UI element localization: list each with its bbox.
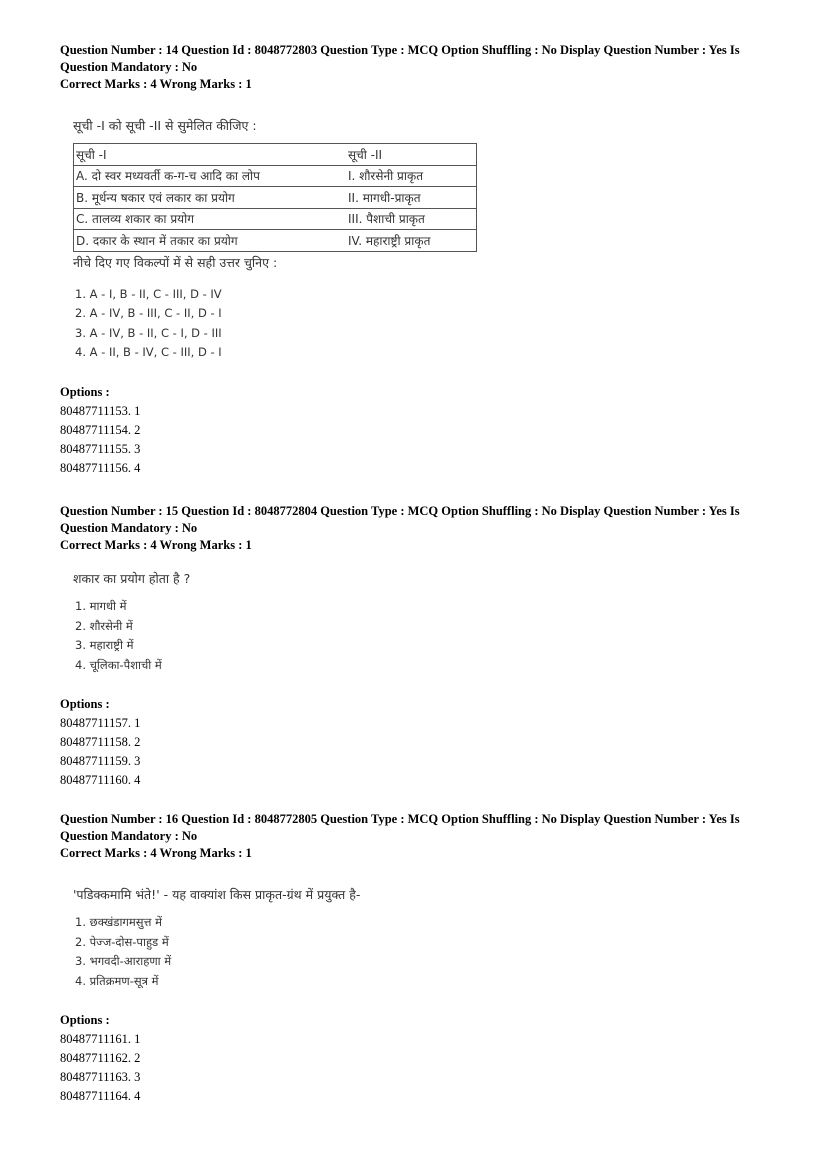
table-row <box>74 165 477 187</box>
table-row <box>74 208 477 230</box>
question-instruction: नीचे दिए गए विकल्पों में से सही उत्तर चुनिए : <box>73 254 278 270</box>
choice-item: 1. छक्खंडागमसुत्त में <box>75 915 163 929</box>
table-cell: सूची -II <box>346 144 477 166</box>
choice-item: 4. प्रतिक्रमण-सूत्र में <box>75 973 159 988</box>
choice-item: 2. पेज्ज-दोस-पाहुड में <box>75 934 169 949</box>
match-table <box>73 143 477 252</box>
table-cell: D. दकार के स्थान में तकार का प्रयोग <box>74 230 347 252</box>
option-id: 80487711157. 1 <box>60 716 141 730</box>
question-stem: शकार का प्रयोग होता है ? <box>73 571 191 586</box>
table-cell: IV. महाराष्ट्री प्राकृत <box>346 230 477 252</box>
options-list <box>60 402 760 478</box>
table-header-row <box>74 144 477 166</box>
choice-item: 2. शौरसेनी में <box>75 618 133 633</box>
option-id: 80487711163. 3 <box>60 1070 141 1084</box>
option-id: 80487711153. 1 <box>60 403 141 418</box>
question-mandatory: Question Mandatory : No <box>60 829 198 843</box>
option-id: 80487711158. 2 <box>60 735 141 749</box>
options-list <box>60 714 760 790</box>
question-meta-line: Question Number : 16 Question Id : 8048772805 Question Type : MCQ Option Shuffling : No Display Question Number : Yes Is <box>60 812 740 826</box>
option-id: 80487711155. 3 <box>60 441 141 456</box>
table-cell: I. शौरसेनी प्राकृत <box>346 165 477 187</box>
option-id: 80487711161. 1 <box>60 1032 141 1046</box>
option-id: 80487711162. 2 <box>60 1051 141 1065</box>
option-id: 80487711159. 3 <box>60 754 141 768</box>
choice-item: 2. A - IV, B - III, C - II, D - I <box>75 306 222 320</box>
table-row <box>74 230 477 252</box>
choice-item: 3. भगवदी-आराहणा में <box>75 954 172 968</box>
question-meta-line: Question Number : 15 Question Id : 8048772804 Question Type : MCQ Option Shuffling : No Display Question Number : Yes Is <box>60 504 740 518</box>
answer-choices <box>75 597 760 675</box>
table-cell: B. मूर्धन्य षकार एवं लकार का प्रयोग <box>74 187 347 209</box>
options-list <box>60 1030 760 1106</box>
question-stem: 'पडिक्कमामि भंते!' - यह वाक्यांश किस प्राकृत-ग्रंथ में प्रयुक्त है- <box>73 887 361 902</box>
question-marks: Correct Marks : 4 Wrong Marks : 1 <box>60 538 252 552</box>
choice-item: 4. A - II, B - IV, C - III, D - I <box>75 345 222 359</box>
question-block <box>60 811 760 1106</box>
options-label: Options : <box>60 1013 110 1027</box>
question-mandatory: Question Mandatory : No <box>60 521 198 535</box>
table-cell: C. तालव्य शकार का प्रयोग <box>74 208 347 230</box>
table-cell: II. मागधी-प्राकृत <box>346 187 477 209</box>
answer-choices <box>75 285 760 363</box>
choice-item: 3. महाराष्ट्री में <box>75 638 134 652</box>
choice-item: 3. A - IV, B - II, C - I, D - III <box>75 325 222 340</box>
choice-item: 1. A - I, B - II, C - III, D - IV <box>75 286 222 301</box>
table-row <box>74 187 477 209</box>
options-label: Options : <box>60 384 110 399</box>
option-id: 80487711164. 4 <box>60 1089 141 1103</box>
question-mandatory: Question Mandatory : No <box>60 60 198 74</box>
table-cell: सूची -I <box>74 144 347 166</box>
question-block <box>60 42 760 478</box>
choice-item: 1. मागधी में <box>75 599 127 613</box>
answer-choices <box>75 913 760 991</box>
choice-item: 4. चूलिका-पैशाची में <box>75 657 162 672</box>
table-cell: A. दो स्वर मध्यवर्ती क-ग-च आदि का लोप <box>74 165 347 187</box>
options-label: Options : <box>60 697 110 711</box>
question-header <box>60 811 760 862</box>
question-header <box>60 503 760 554</box>
question-block <box>60 503 760 790</box>
question-header <box>60 42 760 93</box>
question-marks: Correct Marks : 4 Wrong Marks : 1 <box>60 846 252 860</box>
option-id: 80487711156. 4 <box>60 460 141 475</box>
option-id: 80487711160. 4 <box>60 773 141 787</box>
question-stem: सूची -I को सूची -II से सुमेलित कीजिए : <box>73 118 257 133</box>
question-marks: Correct Marks : 4 Wrong Marks : 1 <box>60 77 252 91</box>
question-meta-line: Question Number : 14 Question Id : 8048772803 Question Type : MCQ Option Shuffling : No Display Question Number : Yes Is <box>60 43 740 57</box>
table-cell: III. पैशाची प्राकृत <box>346 208 477 230</box>
option-id: 80487711154. 2 <box>60 422 141 437</box>
